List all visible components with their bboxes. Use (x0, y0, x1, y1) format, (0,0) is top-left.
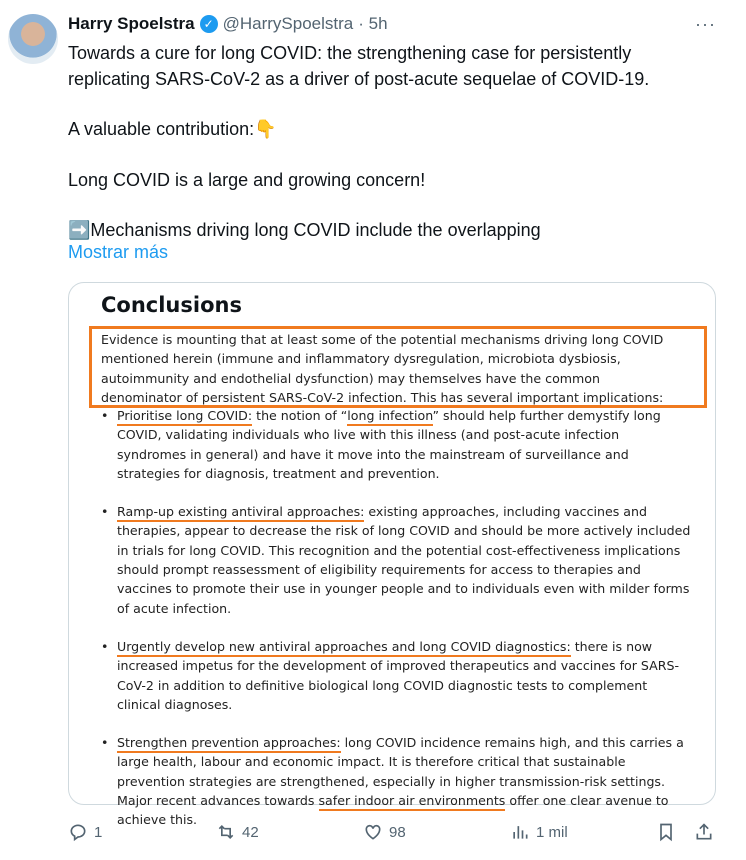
reply-button[interactable] (68, 822, 102, 842)
repost-count: 42 (242, 823, 259, 841)
underlined-text: Ramp-up existing antiviral approaches: (117, 504, 364, 522)
heart-icon (363, 822, 383, 842)
bullet-text: ” should help further demystify long COVID, validating individuals who live with this illness (and post-acute infection syndromes in general) and have it move into the mainstream of surveillance and strategies for diagnosis, treatment and prevention. (117, 408, 661, 481)
underlined-text: Urgently develop new antiviral approaches and long COVID diagnostics: (117, 639, 571, 657)
share-icon (694, 822, 714, 842)
views-icon (510, 822, 530, 842)
list-item (101, 406, 691, 483)
bullet-text: offer one clear avenue to achieve this. (117, 793, 669, 828)
author-handle[interactable]: @HarrySpoelstra (222, 14, 354, 33)
repost-icon (216, 822, 236, 842)
tweet-line: Towards a cure for long COVID: the strengthening case for persistently replicating SARS-CoV-2 as a driver of post-acute sequelae of COVID-19. (68, 43, 650, 89)
bullet-text: long COVID incidence remains high, and this carries a large health, labour and economic impact. It is therefore critical that sustainable prevention strategies are strengthened, especially in higher transmission-risk settings. Major recent advances towards (117, 735, 684, 809)
underlined-text: Prioritise long COVID: (117, 408, 252, 426)
action-bar (0, 822, 746, 848)
bookmark-icon (656, 822, 676, 842)
list-item (101, 733, 691, 829)
tweet-line: Long COVID is a large and growing concern! (68, 169, 426, 190)
list-item (101, 502, 691, 618)
bookmark-button[interactable] (656, 822, 676, 842)
like-button[interactable] (363, 822, 406, 842)
list-item (101, 637, 691, 714)
author-name[interactable]: Harry Spoelstra (68, 14, 195, 33)
tweet-text (68, 41, 708, 244)
share-button[interactable] (694, 822, 714, 842)
tweet-image[interactable] (68, 282, 716, 828)
bullet-text: there is now increased impetus for the development of improved therapeutics and vaccines for SARS-CoV-2 in addition to definitive biological long COVID diagnostic tests to complement clinical diagnoses. (117, 638, 680, 712)
tweet-line: A valuable contribution:👇 (68, 119, 277, 139)
underlined-text: Strengthen prevention approaches: (117, 735, 341, 753)
more-options-icon[interactable]: ··· (695, 14, 716, 34)
underlined-text: safer indoor air environments (319, 793, 506, 811)
bullet-text: the notion of “ (252, 408, 348, 423)
underlined-text: long infection (347, 408, 432, 426)
image-title: Conclusions (101, 293, 242, 317)
like-count: 98 (389, 823, 406, 841)
show-more-link[interactable]: Mostrar más (68, 242, 169, 262)
implications-list (101, 406, 691, 849)
timestamp[interactable]: · 5h (358, 14, 388, 33)
reply-count: 1 (94, 823, 103, 841)
view-count: 1 mil (536, 823, 568, 841)
bullet-text: existing approaches, including vaccines and therapies, appear to decrease the risk of long COVID and should be more actively included in trials for long COVID. This recognition and the potential cost-effectiveness implications should prompt reassessment of eligibility requirements for access to therapies and vaccines to promote their use in younger people and to individuals even with milder forms of acute infection. (117, 504, 691, 616)
tweet-header (68, 14, 388, 34)
verified-badge-icon: ✓ (200, 15, 218, 33)
image-paragraph: Evidence is mounting that at least some of the potential mechanisms driving long COVID mentioned herein (immune and inflammatory dysregulation, microbiota dysbiosis, autoimmunity and endothelial dysfunction) may themselves have the common denominator of persistent SARS-CoV-2 infection. This has several important implications: (101, 332, 664, 405)
repost-button[interactable] (216, 822, 259, 842)
tweet-line: ➡️Mechanisms driving long COVID include the overlapping (68, 220, 541, 240)
reply-icon (68, 822, 88, 842)
views-button[interactable] (510, 822, 568, 842)
avatar[interactable] (8, 14, 58, 64)
